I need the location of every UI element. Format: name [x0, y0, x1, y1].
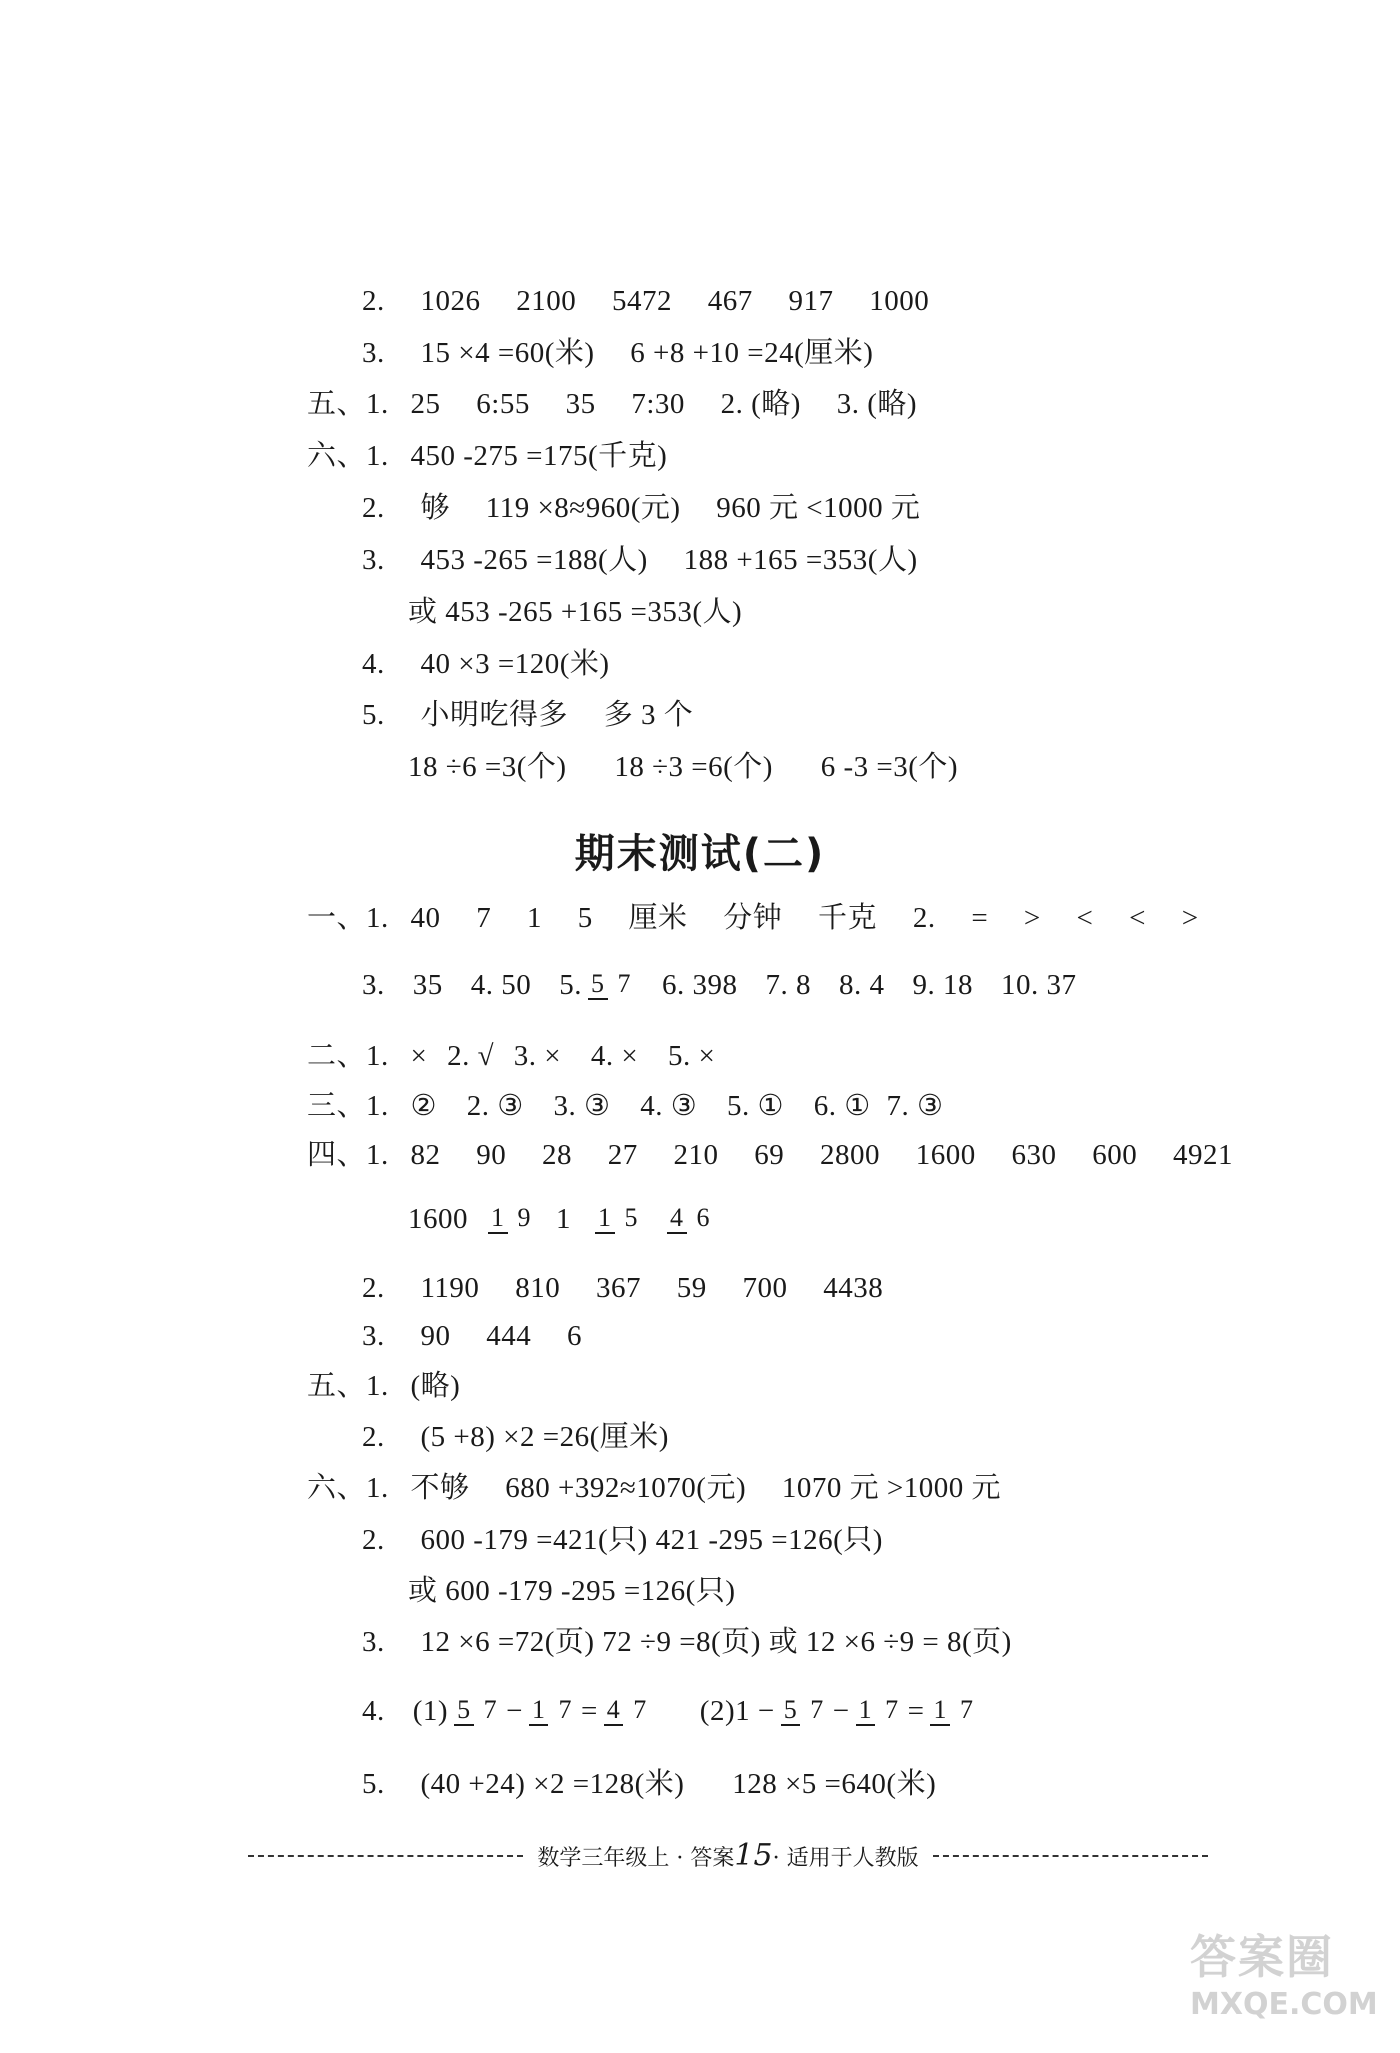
- answer-line: 三、1. ② 2. ③ 3. ③ 4. ③ 5. ① 6. ① 7. ③: [307, 1090, 944, 1122]
- answer-line: 二、1. × 2. √ 3. × 4. × 5. ×: [307, 1040, 716, 1072]
- answer-line: 4. 40 ×3 =120(米): [362, 648, 610, 680]
- answer-line: 5. 小明吃得多 多 3 个: [362, 699, 694, 731]
- answer-line: 2. 够 119 ×8≈960(元) 960 元 <1000 元: [362, 492, 921, 524]
- answer-line: 2. (5 +8) ×2 =26(厘米): [362, 1421, 669, 1453]
- fraction: 5 7: [781, 1696, 827, 1726]
- answer-line: 六、1. 450 -275 =175(千克): [307, 440, 668, 472]
- answer-line: 四、1. 82 90 28 27 210 69 2800 1600 630 600 4921: [307, 1139, 1234, 1171]
- footer-divider: [248, 1855, 523, 1857]
- page-footer: [248, 1838, 1208, 1873]
- answer-line: 1600 1 9 1 1 5 4 6: [408, 1186, 719, 1252]
- fraction: 1 9: [488, 1204, 534, 1234]
- fraction: 1 5: [595, 1204, 641, 1234]
- fraction: 1 7: [529, 1696, 575, 1726]
- watermark-logo: 答案圈 MXQE.COM: [1190, 1930, 1378, 2022]
- answer-line: 2. 1026 2100 5472 467 917 1000: [362, 285, 930, 317]
- section-title: 期末测试(二): [574, 831, 826, 877]
- footer-divider: [933, 1855, 1208, 1857]
- answer-line: 五、1. 25 6:55 35 7:30 2. (略) 3. (略): [307, 388, 918, 420]
- fraction: 5 7: [588, 970, 634, 1000]
- answer-line: 3. 12 ×6 =72(页) 72 ÷9 =8(页) 或 12 ×6 ÷9 = 8(页): [362, 1626, 1012, 1658]
- answer-line: 3. 453 -265 =188(人) 188 +165 =353(人): [362, 544, 918, 576]
- answer-line: 五、1. (略): [307, 1370, 461, 1402]
- answer-line: 3. 35 4. 50 5. 5 7 6. 398 7. 8 8. 4 9. 18 10. 37: [362, 969, 1077, 1001]
- answer-line: 18 ÷6 =3(个) 18 ÷3 =6(个) 6 -3 =3(个): [408, 751, 959, 783]
- answer-line: 4. (1) 5 7 − 1 7 = 4 7 (2)1 − 5 7 − 1 7 = 1 7: [362, 1676, 982, 1746]
- answer-line: 一、1. 40 7 1 5 厘米 分钟 千克 2. = > < < >: [307, 902, 1199, 934]
- answer-line: 2. 1190 810 367 59 700 4438: [362, 1272, 884, 1304]
- answer-line: 3. 90 444 6: [362, 1320, 582, 1352]
- footer-text: 数学三年级上 · 答案15· 适用于人教版: [537, 1838, 919, 1873]
- answer-line: 或 600 -179 -295 =126(只): [408, 1575, 736, 1607]
- fraction: 4 7: [604, 1696, 650, 1726]
- page-number: 15: [734, 1838, 773, 1873]
- answer-line: 3. 15 ×4 =60(米) 6 +8 +10 =24(厘米): [362, 337, 874, 369]
- answer-line: 或 453 -265 +165 =353(人): [408, 596, 743, 628]
- fraction: 4 6: [667, 1204, 713, 1234]
- answer-line: 5. (40 +24) ×2 =128(米) 128 ×5 =640(米): [362, 1768, 937, 1800]
- fraction: 1 7: [930, 1696, 976, 1726]
- answer-line: 2. 600 -179 =421(只) 421 -295 =126(只): [362, 1524, 883, 1556]
- fraction: 5 7: [454, 1696, 500, 1726]
- answer-line: 六、1. 不够 680 +392≈1070(元) 1070 元 >1000 元: [307, 1472, 1001, 1504]
- fraction: 1 7: [856, 1696, 902, 1726]
